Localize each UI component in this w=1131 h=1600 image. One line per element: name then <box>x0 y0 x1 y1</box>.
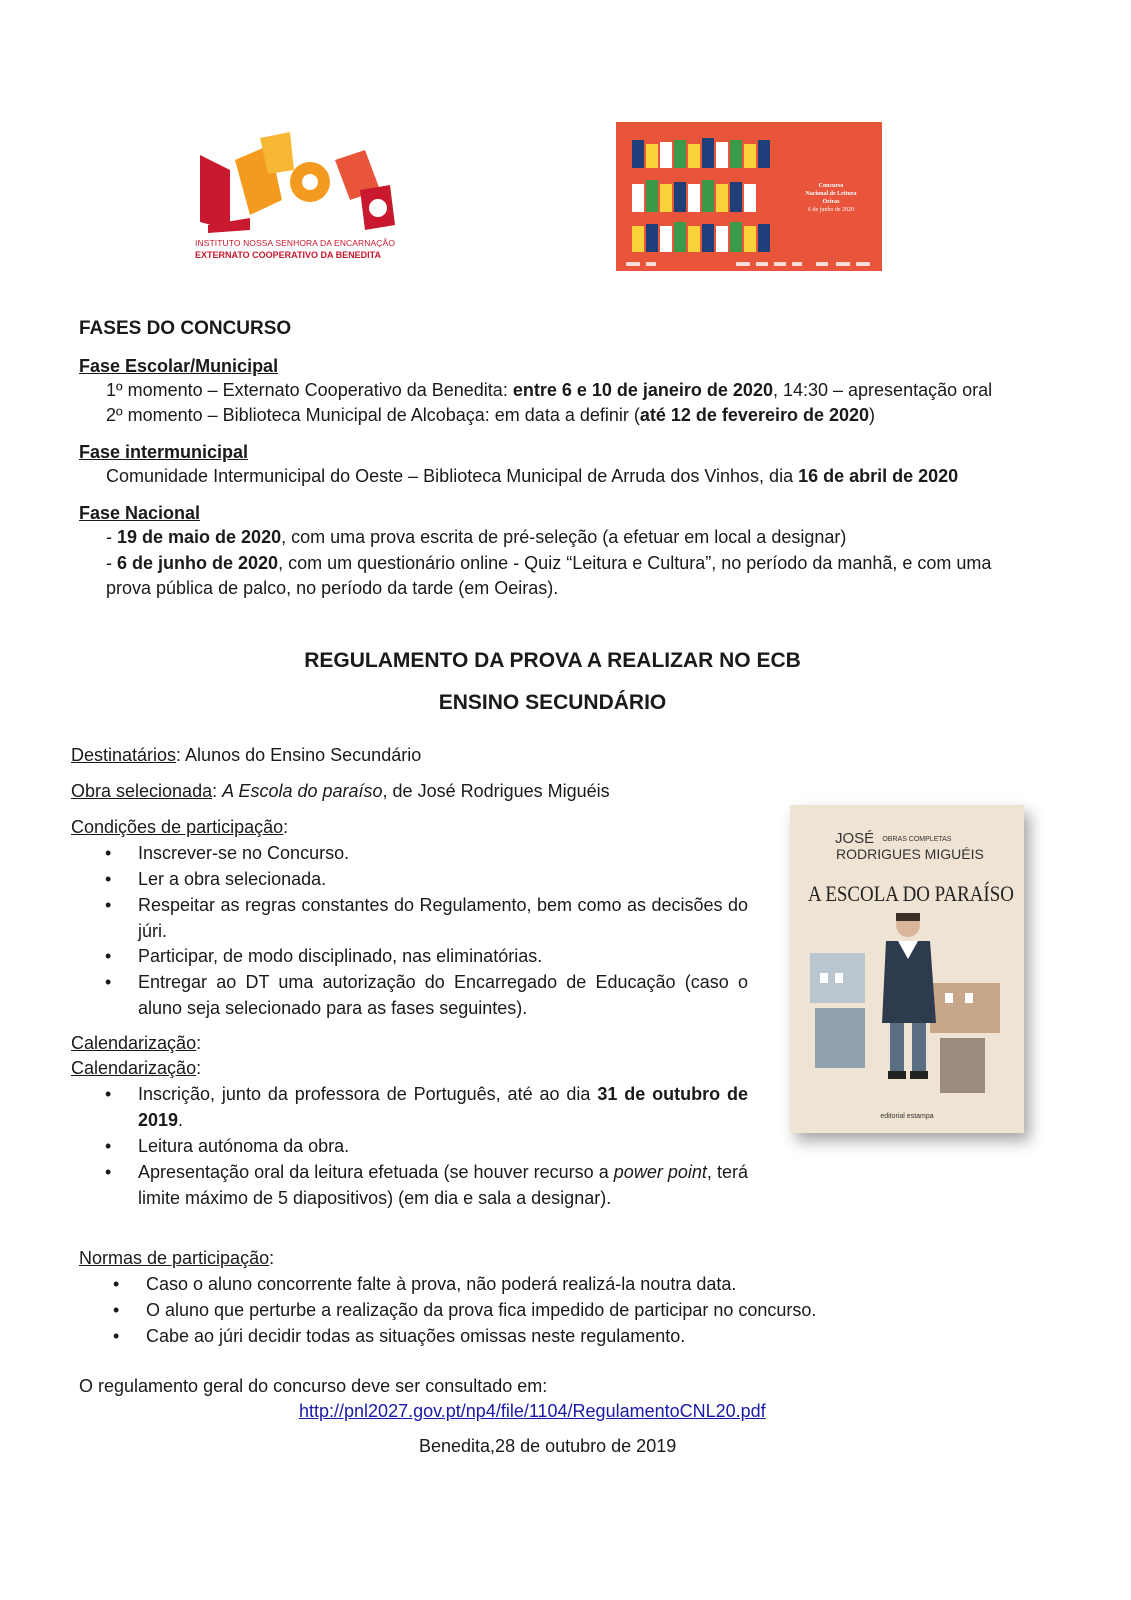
regulamento-subtitle: ENSINO SECUNDÁRIO <box>438 691 667 714</box>
list-item: Respeitar as regras constantes do Regulamento, bem como as decisões do júri. <box>138 895 748 941</box>
fase-nacional-line2: - 6 de junho de 2020, com um questionário online - Quiz “Leitura e Cultura”, no período da manhã, e com uma <box>106 553 992 573</box>
list-item: Ler a obra selecionada. <box>138 869 327 889</box>
list-item: Participar, de modo disciplinado, nas eliminatórias. <box>138 946 543 966</box>
regulamento-title: REGULAMENTO DA PROVA A REALIZAR NO ECB <box>304 649 801 672</box>
fase-nacional-line1: - 19 de maio de 2020, com uma prova escrita de pré-seleção (a efetuar em local a designar) <box>106 527 847 547</box>
bullet-icon: • <box>113 1300 120 1320</box>
list-item: O aluno que perturbe a realização da prova fica impedido de participar no concurso. <box>146 1300 817 1320</box>
book-publisher: editorial estampa <box>880 1113 934 1120</box>
bullet-icon: • <box>105 869 112 889</box>
list-item: Caso o aluno concorrente falte à prova, não poderá realizá-la noutra data. <box>146 1274 737 1294</box>
list-item: Cabe ao júri decidir todas as situações omissas neste regulamento. <box>146 1326 686 1346</box>
book-title: A ESCOLA DO PARAÍSO <box>808 881 1014 906</box>
book-illustration-icon <box>790 913 1024 1113</box>
fase-nacional-line3: prova pública de palco, no período da tarde (em Oeiras). <box>106 578 559 598</box>
fase-intermunicipal-line1: Comunidade Intermunicipal do Oeste – Biblioteca Municipal de Arruda dos Vinhos, dia 16 de abril de 2020 <box>106 466 959 486</box>
list-item: Inscrição, junto da professora de Português, até ao dia 31 de outubro de 2019. <box>138 1084 748 1130</box>
fase-escolar-heading: Fase Escolar/Municipal <box>79 356 279 376</box>
bullet-icon: • <box>105 843 112 863</box>
ecb-logo-line1: INSTITUTO NOSSA SENHORA DA ENCARNAÇÃO <box>195 238 396 248</box>
fases-title: FASES DO CONCURSO <box>79 318 292 339</box>
obra-selecionada: Obra selecionada: A Escola do paraíso, de José Rodrigues Miguéis <box>71 781 610 801</box>
list-item: Leitura autónoma da obra. <box>138 1136 350 1156</box>
bullet-icon: • <box>105 1084 112 1104</box>
list-item: Entregar ao DT uma autorização do Encarregado de Educação (caso o aluno seja selecionado para as fases seguintes). <box>138 972 748 1018</box>
ecb-logo <box>190 130 405 265</box>
fase-escolar-line1: 1º momento – Externato Cooperativo da Benedita: entre 6 e 10 de janeiro de 2020, 14:30 – apresentação oral <box>106 380 993 400</box>
regulamento-geral-text: O regulamento geral do concurso deve ser consultado em: <box>79 1376 548 1396</box>
bullet-icon: • <box>105 946 112 966</box>
list-item: Inscrever-se no Concurso. <box>138 843 350 863</box>
bullet-icon: • <box>105 1136 112 1156</box>
fase-intermunicipal-heading: Fase intermunicipal <box>79 442 249 462</box>
fase-escolar-line2: 2º momento – Biblioteca Municipal de Alcobaça: em data a definir (até 12 de fevereiro de 2020) <box>106 405 876 425</box>
bullet-icon: • <box>105 972 112 992</box>
condicoes-label: Condições de participação: <box>71 817 289 837</box>
list-item: Apresentação oral da leitura efetuada (se houver recurso a power point, terá limite máximo de 5 diapositivos) (em dia e sala a designar). <box>138 1162 748 1208</box>
bullet-icon: • <box>113 1274 120 1294</box>
calendarizacao-label: Calendarização: <box>71 1033 202 1053</box>
book-cover <box>790 805 1024 1133</box>
ecb-logo-line2: EXTERNATO COOPERATIVO DA BENEDITA <box>195 250 382 260</box>
cnl-poster <box>616 122 882 271</box>
document-date: Benedita,28 de outubro de 2019 <box>419 1436 677 1456</box>
normas-label: Normas de participação: <box>79 1248 275 1268</box>
regulamento-link[interactable]: http://pnl2027.gov.pt/np4/file/1104/RegulamentoCNL20.pdf <box>299 1401 766 1421</box>
cnl-small-3: Oeiras <box>822 199 840 205</box>
bullet-icon: • <box>105 895 112 915</box>
book-author2: RODRIGUES MIGUÉIS <box>836 846 984 862</box>
cnl-small-1: Concurso <box>818 183 844 189</box>
cnl-small-4: 6 de junho de 2020 <box>808 207 854 213</box>
calendarizacao-label-repeat: Calendarização: <box>71 1058 202 1078</box>
book-author1: JOSÉ OBRAS COMPLETAS <box>835 830 952 847</box>
bullet-icon: • <box>113 1326 120 1346</box>
fase-nacional-heading: Fase Nacional <box>79 503 201 523</box>
destinatarios: Destinatários: Alunos do Ensino Secundário <box>71 745 422 765</box>
cnl-small-2: Nacional de Leitura <box>805 191 857 197</box>
bullet-icon: • <box>105 1162 112 1182</box>
